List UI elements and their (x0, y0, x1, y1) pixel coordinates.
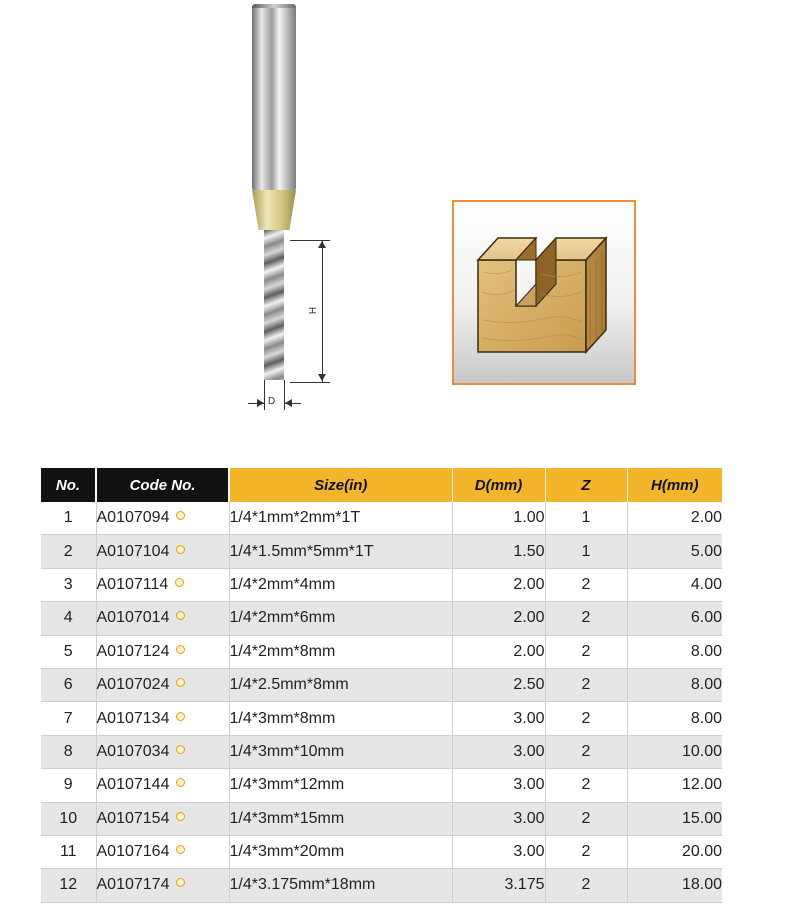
cell-size (229, 535, 452, 568)
bullet-dot-icon (176, 545, 185, 554)
cell-size-text: 1/4*3mm*20mm (229, 843, 345, 861)
cell-no-text: 10 (59, 809, 78, 827)
cell-no-text: 6 (63, 676, 73, 694)
column-header-size: Size(in) (229, 468, 452, 502)
cell-no-text: 8 (63, 742, 73, 760)
cell-no-text: 12 (59, 876, 78, 894)
cell-no-text: 9 (63, 776, 73, 794)
cell-size-text: 1/4*3mm*8mm (229, 709, 336, 727)
cell-teeth (545, 568, 627, 601)
cell-code-text: A0107114 (96, 575, 169, 593)
table-row (41, 802, 722, 835)
cell-height (627, 535, 722, 568)
cell-diameter-text: 1.50 (513, 542, 545, 560)
cell-diameter-text: 2.50 (513, 676, 545, 694)
column-header-teeth: Z (545, 468, 627, 502)
cell-teeth-text: 2 (581, 609, 591, 627)
cell-height (627, 635, 722, 668)
cell-code-text: A0107094 (96, 509, 170, 527)
arrow-up-icon (318, 241, 326, 248)
cell-height-text: 2.00 (690, 509, 722, 527)
cell-diameter-text: 3.00 (513, 776, 545, 794)
cell-height-text: 5.00 (690, 542, 722, 560)
cell-teeth (545, 668, 627, 701)
cell-height-text: 18.00 (681, 876, 722, 894)
table-row (41, 835, 722, 868)
cell-diameter (452, 668, 545, 701)
bullet-dot-icon (175, 578, 184, 587)
cell-height (627, 502, 722, 535)
cell-teeth (545, 602, 627, 635)
cell-teeth (545, 635, 627, 668)
cell-height (627, 735, 722, 768)
cell-size (229, 635, 452, 668)
bullet-dot-icon (176, 812, 185, 821)
cell-height (627, 568, 722, 601)
table-row (41, 769, 722, 802)
cell-no-text: 7 (63, 709, 73, 727)
cell-diameter-text: 3.00 (513, 843, 545, 861)
cell-height (627, 802, 722, 835)
height-dimension-tick-bottom (290, 382, 330, 383)
cell-code-text: A0107174 (96, 876, 170, 894)
cell-size (229, 502, 452, 535)
column-header-diameter: D(mm) (452, 468, 545, 502)
cell-no (41, 535, 96, 568)
cell-teeth-text: 2 (581, 709, 591, 727)
arrow-down-icon (318, 374, 326, 381)
cell-height-text: 8.00 (690, 642, 722, 660)
cell-teeth-text: 1 (581, 509, 591, 527)
cell-no (41, 568, 96, 601)
cell-diameter-text: 3.00 (513, 742, 545, 760)
cell-no (41, 602, 96, 635)
arrow-right-icon (257, 399, 264, 407)
cell-size (229, 668, 452, 701)
cell-code-text: A0107124 (96, 642, 170, 660)
cell-diameter (452, 702, 545, 735)
cell-size-text: 1/4*2mm*8mm (229, 642, 336, 660)
cell-code-text: A0107014 (96, 609, 170, 627)
height-dimension-label: H (308, 306, 320, 315)
table-row (41, 602, 722, 635)
cell-height-text: 15.00 (681, 809, 722, 827)
diameter-dimension-left (264, 380, 265, 410)
cell-size-text: 1/4*2mm*6mm (229, 609, 336, 627)
bullet-dot-icon (176, 878, 185, 887)
cell-diameter (452, 502, 545, 535)
cell-diameter (452, 869, 545, 902)
column-header-height: H(mm) (627, 468, 722, 502)
cell-diameter (452, 835, 545, 868)
bit-collar (252, 190, 296, 230)
cell-code-text: A0107134 (96, 709, 170, 727)
cell-size (229, 702, 452, 735)
cell-code (96, 568, 229, 601)
table-row (41, 635, 722, 668)
cell-height (627, 869, 722, 902)
cell-no-text: 3 (63, 575, 73, 593)
bullet-dot-icon (176, 611, 185, 620)
cell-code-text: A0107164 (96, 843, 170, 861)
height-dimension-line (322, 240, 323, 382)
cell-code (96, 869, 229, 902)
cell-code (96, 602, 229, 635)
column-header-no: No. (41, 468, 96, 502)
cell-teeth-text: 1 (581, 542, 591, 560)
cell-code-text: A0107104 (96, 542, 170, 560)
cell-code (96, 802, 229, 835)
cell-height-text: 12.00 (681, 776, 722, 794)
bullet-dot-icon (176, 511, 185, 520)
cut-profile-panel (452, 200, 636, 385)
bullet-dot-icon (176, 778, 185, 787)
cell-teeth (545, 535, 627, 568)
cell-size-text: 1/4*2.5mm*8mm (229, 676, 349, 694)
cell-teeth (545, 769, 627, 802)
cell-code (96, 835, 229, 868)
bit-cutting-flute (264, 230, 284, 380)
arrow-left-icon (285, 399, 292, 407)
cell-size-text: 1/4*3.175mm*18mm (229, 876, 376, 894)
cell-no (41, 502, 96, 535)
column-header-code: Code No. (96, 468, 229, 502)
cell-height (627, 602, 722, 635)
cell-height-text: 4.00 (690, 575, 722, 593)
cell-teeth-text: 2 (581, 742, 591, 760)
cell-no (41, 735, 96, 768)
cell-teeth-text: 2 (581, 575, 591, 593)
cell-size (229, 735, 452, 768)
cell-teeth-text: 2 (581, 876, 591, 894)
wood-groove-profile-icon (454, 202, 638, 387)
bullet-dot-icon (176, 645, 185, 654)
cell-teeth (545, 835, 627, 868)
bit-shank (252, 8, 296, 190)
cell-diameter (452, 535, 545, 568)
cell-no-text: 5 (63, 642, 73, 660)
cell-height-text: 20.00 (681, 843, 722, 861)
cell-height-text: 10.00 (681, 742, 722, 760)
cell-diameter (452, 802, 545, 835)
cell-diameter-text: 2.00 (513, 609, 545, 627)
cell-diameter-text: 3.175 (504, 876, 545, 894)
diameter-dimension-label: D (268, 396, 276, 407)
cell-height (627, 769, 722, 802)
bullet-dot-icon (176, 712, 185, 721)
cell-teeth (545, 869, 627, 902)
cell-no (41, 635, 96, 668)
cell-code (96, 635, 229, 668)
table-row (41, 702, 722, 735)
cell-code-text: A0107154 (96, 809, 170, 827)
table-row (41, 869, 722, 902)
cell-diameter-text: 2.00 (513, 642, 545, 660)
cell-diameter (452, 735, 545, 768)
cell-no-text: 11 (59, 843, 77, 861)
cell-diameter (452, 568, 545, 601)
cell-no-text: 4 (63, 609, 73, 627)
cell-size-text: 1/4*2mm*4mm (229, 575, 336, 593)
cell-size-text: 1/4*1mm*2mm*1T (229, 509, 361, 527)
table-row (41, 502, 722, 535)
cell-no (41, 769, 96, 802)
table-row (41, 735, 722, 768)
cell-code (96, 702, 229, 735)
cell-size (229, 769, 452, 802)
cell-height (627, 835, 722, 868)
cell-height-text: 6.00 (690, 609, 722, 627)
cell-height-text: 8.00 (690, 709, 722, 727)
cell-diameter (452, 635, 545, 668)
cell-code (96, 769, 229, 802)
cell-height (627, 668, 722, 701)
cell-height-text: 8.00 (690, 676, 722, 694)
cell-size-text: 1/4*3mm*15mm (229, 809, 345, 827)
bullet-dot-icon (176, 745, 185, 754)
cell-diameter (452, 769, 545, 802)
bullet-dot-icon (176, 678, 185, 687)
cell-no (41, 869, 96, 902)
cell-code (96, 535, 229, 568)
cell-teeth-text: 2 (581, 843, 591, 861)
cell-size (229, 835, 452, 868)
cell-teeth-text: 2 (581, 642, 591, 660)
table-body (41, 502, 722, 902)
cell-height (627, 702, 722, 735)
cell-teeth-text: 2 (581, 676, 591, 694)
cell-teeth (545, 802, 627, 835)
cell-teeth-text: 2 (581, 809, 591, 827)
cell-diameter (452, 602, 545, 635)
cell-teeth-text: 2 (581, 776, 591, 794)
cell-size (229, 869, 452, 902)
cell-no (41, 668, 96, 701)
cell-diameter-text: 2.00 (513, 575, 545, 593)
cell-diameter-text: 3.00 (513, 809, 545, 827)
table-row (41, 568, 722, 601)
cell-code (96, 668, 229, 701)
specification-table (41, 468, 722, 903)
cell-size-text: 1/4*3mm*12mm (229, 776, 345, 794)
router-bit-illustration (230, 0, 340, 415)
table-header-row (41, 468, 722, 502)
cell-code (96, 735, 229, 768)
cell-code (96, 502, 229, 535)
cell-diameter-text: 3.00 (513, 709, 545, 727)
cell-code-text: A0107024 (96, 676, 170, 694)
cell-no-text: 2 (63, 542, 73, 560)
cell-teeth (545, 735, 627, 768)
table-row (41, 668, 722, 701)
cell-size (229, 568, 452, 601)
cell-size (229, 602, 452, 635)
cell-size (229, 802, 452, 835)
cell-code-text: A0107144 (96, 776, 170, 794)
cell-teeth (545, 702, 627, 735)
cell-no (41, 702, 96, 735)
table-row (41, 535, 722, 568)
cell-no-text: 1 (63, 509, 73, 527)
cell-diameter-text: 1.00 (513, 509, 545, 527)
bullet-dot-icon (176, 845, 185, 854)
cell-teeth (545, 502, 627, 535)
cell-size-text: 1/4*1.5mm*5mm*1T (229, 542, 374, 560)
cell-code-text: A0107034 (96, 742, 170, 760)
cell-no (41, 802, 96, 835)
cell-no (41, 835, 96, 868)
cell-size-text: 1/4*3mm*10mm (229, 742, 345, 760)
